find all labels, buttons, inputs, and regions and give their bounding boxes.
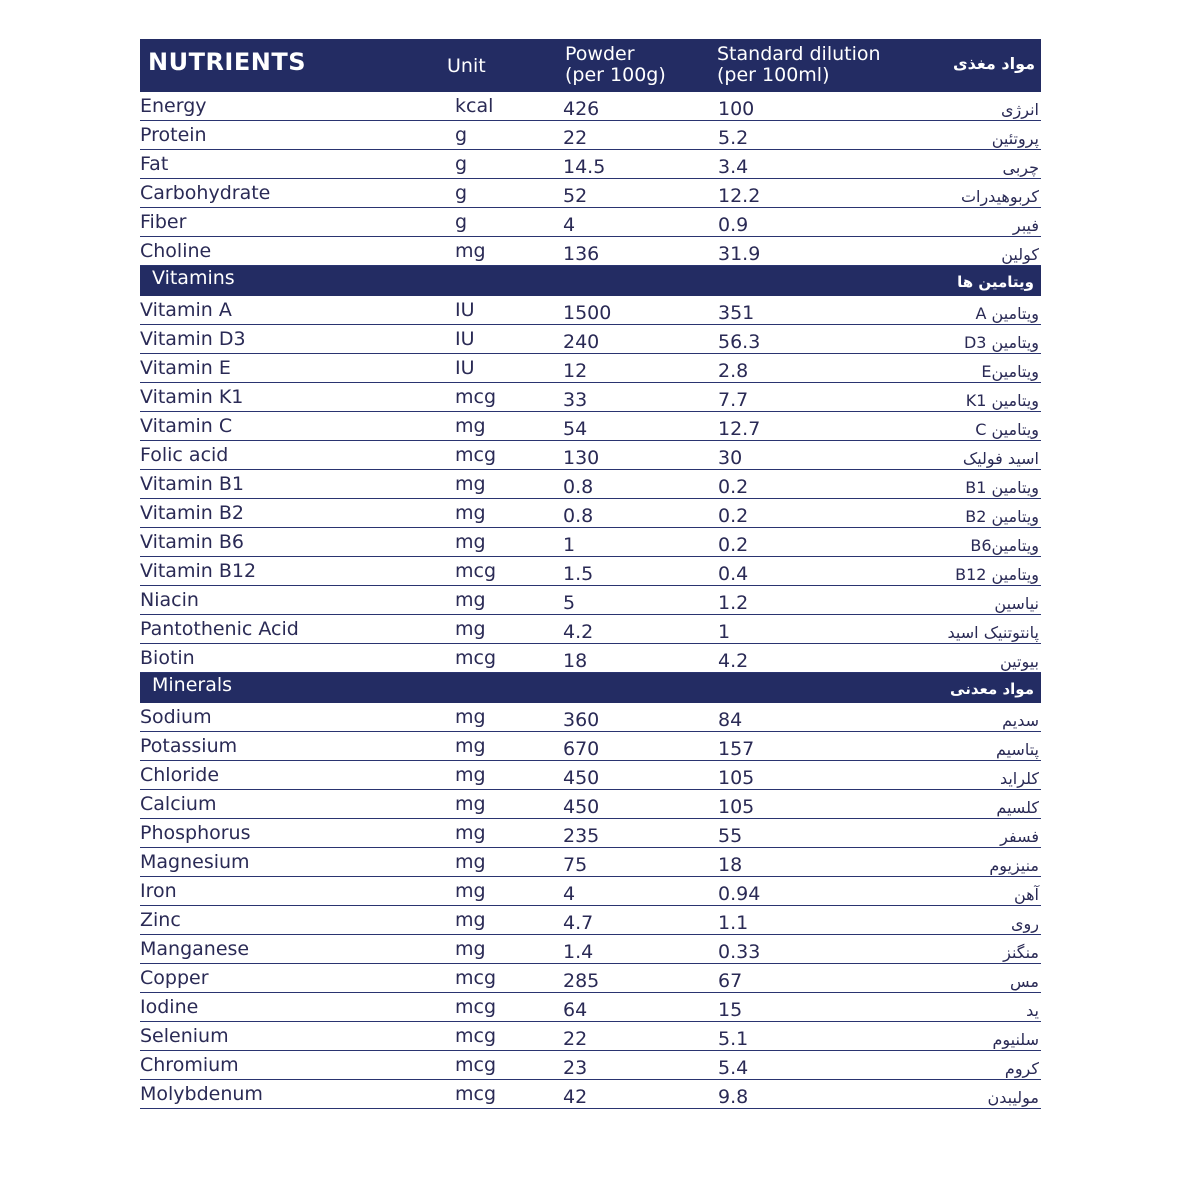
table-row: [140, 208, 1041, 237]
nutrient-name-fa: روی: [1011, 914, 1039, 933]
table-row: [140, 1080, 1041, 1109]
nutrient-name-fa: آهن: [1013, 885, 1039, 904]
powder-value: 670: [563, 738, 600, 760]
header-powder-line2: (per 100g): [565, 64, 666, 86]
powder-value: 0.8: [563, 505, 594, 527]
powder-value: 18: [563, 650, 588, 672]
dilution-value: 55: [718, 825, 743, 847]
table-row: [140, 528, 1041, 557]
nutrient-name-fa: فسفر: [1000, 827, 1039, 846]
header-powder: [565, 44, 666, 86]
nutrient-name-fa: مس: [1010, 972, 1039, 991]
nutrient-unit: mg: [455, 473, 486, 495]
table-row: [140, 848, 1041, 877]
table-row: [140, 296, 1041, 325]
dilution-value: 0.2: [718, 505, 749, 527]
nutrient-unit: mg: [455, 240, 486, 262]
table-row: [140, 906, 1041, 935]
nutrient-unit: mg: [455, 938, 486, 960]
nutrient-name-fa: کلسیم: [996, 798, 1039, 817]
dilution-value: 67: [718, 970, 743, 992]
nutrient-name-fa: مولیبدن: [987, 1088, 1039, 1107]
nutrient-name: Fiber: [140, 211, 187, 233]
table-row: [140, 993, 1041, 1022]
nutrient-name-fa: فیبر: [1012, 216, 1039, 235]
nutrient-unit: g: [455, 124, 468, 146]
powder-value: 22: [563, 127, 588, 149]
nutrient-unit: mg: [455, 764, 486, 786]
dilution-value: 5.4: [718, 1057, 749, 1079]
dilution-value: 0.94: [718, 883, 761, 905]
nutrient-unit: IU: [455, 357, 475, 379]
nutrient-name: Choline: [140, 240, 212, 262]
table-row: [140, 92, 1041, 121]
dilution-value: 5.1: [718, 1028, 749, 1050]
nutrient-unit: mcg: [455, 560, 497, 582]
table-row: [140, 644, 1041, 673]
nutrient-unit: mg: [455, 706, 486, 728]
nutrient-unit: mg: [455, 531, 486, 553]
nutrient-unit: kcal: [455, 95, 494, 117]
dilution-value: 18: [718, 854, 743, 876]
section-label-fa: مواد معدنی: [950, 680, 1034, 698]
powder-value: 23: [563, 1057, 588, 1079]
nutrient-name: Vitamin B6: [140, 531, 244, 553]
dilution-value: 7.7: [718, 389, 749, 411]
table-row: [140, 615, 1041, 644]
nutrient-unit: g: [455, 211, 468, 233]
nutrient-name: Chloride: [140, 764, 220, 786]
nutrient-name: Pantothenic Acid: [140, 618, 299, 640]
dilution-value: 12.2: [718, 185, 761, 207]
section-header-vitamins: [140, 266, 1041, 296]
section-header-minerals: [140, 673, 1041, 703]
section-label: Minerals: [152, 674, 233, 696]
nutrient-name-fa: پروتئین: [991, 129, 1039, 148]
table-row: [140, 557, 1041, 586]
powder-value: 235: [563, 825, 600, 847]
powder-value: 240: [563, 331, 600, 353]
powder-value: 64: [563, 999, 588, 1021]
header-powder-line1: Powder: [565, 43, 635, 65]
powder-value: 360: [563, 709, 600, 731]
table-row: [140, 935, 1041, 964]
nutrient-name-fa: ویتامین C: [975, 420, 1039, 439]
powder-value: 22: [563, 1028, 588, 1050]
powder-value: 12: [563, 360, 588, 382]
nutrient-unit: mg: [455, 502, 486, 524]
nutrient-name-fa: ویتامینB6: [970, 536, 1039, 555]
nutrient-name: Vitamin C: [140, 415, 233, 437]
nutrient-unit: mg: [455, 793, 486, 815]
nutrient-unit: mg: [455, 589, 486, 611]
nutrient-name: Zinc: [140, 909, 181, 931]
nutrient-name: Vitamin E: [140, 357, 231, 379]
table-row: [140, 412, 1041, 441]
dilution-value: 157: [718, 738, 755, 760]
dilution-value: 1.1: [718, 912, 749, 934]
nutrient-unit: mg: [455, 735, 486, 757]
nutrient-name: Molybdenum: [140, 1083, 263, 1105]
dilution-value: 30: [718, 447, 743, 469]
table-header: [140, 39, 1041, 92]
dilution-value: 4.2: [718, 650, 749, 672]
nutrient-name: Energy: [140, 95, 207, 117]
nutrient-name: Copper: [140, 967, 209, 989]
powder-value: 42: [563, 1086, 588, 1108]
dilution-value: 1.2: [718, 592, 749, 614]
dilution-value: 84: [718, 709, 743, 731]
header-nutrients-fa: مواد مغذی: [952, 54, 1035, 73]
nutrient-name: Magnesium: [140, 851, 250, 873]
nutrient-unit: mcg: [455, 1025, 497, 1047]
nutrient-name: Niacin: [140, 589, 199, 611]
nutrient-name: Vitamin B1: [140, 473, 244, 495]
powder-value: 450: [563, 767, 600, 789]
table-row: [140, 325, 1041, 354]
nutrient-name: Vitamin B12: [140, 560, 257, 582]
powder-value: 1500: [563, 302, 612, 324]
nutrient-unit: IU: [455, 328, 475, 350]
nutrition-table: [140, 39, 1041, 1109]
nutrient-name: Vitamin B2: [140, 502, 244, 524]
section-label: Vitamins: [152, 267, 235, 289]
powder-value: 1: [563, 534, 576, 556]
nutrient-name: Chromium: [140, 1054, 239, 1076]
powder-value: 54: [563, 418, 588, 440]
nutrient-unit: mcg: [455, 444, 497, 466]
nutrient-name: Sodium: [140, 706, 212, 728]
table-row: [140, 790, 1041, 819]
nutrient-name: Folic acid: [140, 444, 229, 466]
dilution-value: 351: [718, 302, 755, 324]
dilution-value: 12.7: [718, 418, 761, 440]
nutrient-name: Selenium: [140, 1025, 229, 1047]
table-row: [140, 761, 1041, 790]
powder-value: 5: [563, 592, 576, 614]
table-row: [140, 1051, 1041, 1080]
dilution-value: 3.4: [718, 156, 749, 178]
table-row: [140, 237, 1041, 266]
nutrient-name-fa: اسید فولیک: [962, 449, 1039, 468]
nutrient-unit: g: [455, 153, 468, 175]
dilution-value: 0.2: [718, 534, 749, 556]
nutrient-name: Phosphorus: [140, 822, 251, 844]
nutrient-name-fa: ویتامینE: [981, 362, 1039, 381]
dilution-value: 0.4: [718, 563, 749, 585]
table-row: [140, 1022, 1041, 1051]
dilution-value: 56.3: [718, 331, 761, 353]
nutrient-name-fa: ویتامین K1: [965, 391, 1039, 410]
nutrient-name: Protein: [140, 124, 207, 146]
table-row: [140, 383, 1041, 412]
nutrient-name: Calcium: [140, 793, 217, 815]
dilution-value: 0.2: [718, 476, 749, 498]
nutrient-name-fa: ویتامین A: [975, 304, 1039, 323]
nutrient-name-fa: ویتامین B12: [955, 565, 1039, 584]
header-dilution-line2: (per 100ml): [717, 64, 830, 86]
nutrient-name-fa: سدیم: [1002, 711, 1039, 730]
nutrient-unit: mcg: [455, 1083, 497, 1105]
dilution-value: 0.9: [718, 214, 749, 236]
table-row: [140, 877, 1041, 906]
nutrient-name-fa: منیزیوم: [989, 856, 1039, 875]
nutrient-name: Iron: [140, 880, 177, 902]
nutrient-unit: mcg: [455, 386, 497, 408]
nutrient-name-fa: کروم: [1004, 1059, 1039, 1078]
table-row: [140, 150, 1041, 179]
nutrient-unit: mg: [455, 880, 486, 902]
nutrient-unit: mg: [455, 618, 486, 640]
powder-value: 4: [563, 214, 576, 236]
nutrient-name-fa: چربی: [1002, 158, 1039, 177]
dilution-value: 1: [718, 621, 731, 643]
nutrient-name-fa: نیاسین: [994, 594, 1039, 613]
nutrient-name: Biotin: [140, 647, 195, 669]
nutrient-unit: g: [455, 182, 468, 204]
powder-value: 426: [563, 98, 600, 120]
powder-value: 75: [563, 854, 588, 876]
nutrient-name-fa: ید: [1026, 1001, 1039, 1020]
powder-value: 1.4: [563, 941, 594, 963]
nutrient-name-fa: ویتامین B1: [965, 478, 1039, 497]
nutrient-name-fa: پانتوتنیک اسید: [947, 623, 1039, 642]
nutrient-unit: mcg: [455, 647, 497, 669]
nutrient-unit: IU: [455, 299, 475, 321]
section-label-fa: ویتامین ها: [957, 273, 1034, 291]
nutrient-name: Vitamin D3: [140, 328, 246, 350]
powder-value: 4.7: [563, 912, 594, 934]
dilution-value: 2.8: [718, 360, 749, 382]
nutrient-name: Vitamin A: [140, 299, 232, 321]
nutrient-name-fa: ویتامین D3: [963, 333, 1039, 352]
nutrient-unit: mcg: [455, 967, 497, 989]
dilution-value: 105: [718, 767, 755, 789]
powder-value: 4.2: [563, 621, 594, 643]
dilution-value: 9.8: [718, 1086, 749, 1108]
table-row: [140, 732, 1041, 761]
nutrient-name-fa: بیوتین: [999, 652, 1039, 671]
powder-value: 285: [563, 970, 600, 992]
nutrient-name-fa: منگنز: [1003, 943, 1039, 962]
powder-value: 14.5: [563, 156, 606, 178]
nutrient-name-fa: سلنیوم: [992, 1030, 1039, 1049]
header-nutrients: NUTRIENTS: [148, 48, 306, 76]
dilution-value: 5.2: [718, 127, 749, 149]
nutrient-unit: mg: [455, 822, 486, 844]
nutrient-unit: mg: [455, 851, 486, 873]
nutrient-name-fa: کولین: [1001, 245, 1039, 264]
table-row: [140, 470, 1041, 499]
powder-value: 136: [563, 243, 600, 265]
nutrient-name: Potassium: [140, 735, 238, 757]
dilution-value: 0.33: [718, 941, 761, 963]
nutrient-name-fa: کربوهیدرات: [960, 187, 1039, 206]
powder-value: 450: [563, 796, 600, 818]
table-row: [140, 819, 1041, 848]
dilution-value: 105: [718, 796, 755, 818]
powder-value: 52: [563, 185, 588, 207]
dilution-value: 31.9: [718, 243, 761, 265]
nutrient-name: Carbohydrate: [140, 182, 271, 204]
table-row: [140, 964, 1041, 993]
table-row: [140, 354, 1041, 383]
table-row: [140, 703, 1041, 732]
nutrient-name-fa: کلراید: [999, 769, 1039, 788]
nutrient-unit: mg: [455, 415, 486, 437]
dilution-value: 15: [718, 999, 743, 1021]
powder-value: 33: [563, 389, 588, 411]
nutrient-name-fa: ویتامین B2: [965, 507, 1039, 526]
header-dilution: [717, 44, 881, 86]
dilution-value: 100: [718, 98, 755, 120]
nutrient-unit: mcg: [455, 1054, 497, 1076]
nutrient-name: Fat: [140, 153, 169, 175]
powder-value: 130: [563, 447, 600, 469]
nutrient-name: Vitamin K1: [140, 386, 244, 408]
nutrient-name-fa: انرژی: [1001, 100, 1039, 119]
powder-value: 0.8: [563, 476, 594, 498]
header-dilution-line1: Standard dilution: [717, 43, 881, 65]
table-row: [140, 499, 1041, 528]
table-row: [140, 441, 1041, 470]
table-body: [140, 92, 1041, 1109]
table-row: [140, 121, 1041, 150]
header-unit: Unit: [447, 55, 486, 77]
nutrient-name: Manganese: [140, 938, 250, 960]
nutrient-unit: mg: [455, 909, 486, 931]
nutrient-name-fa: پتاسیم: [995, 740, 1039, 759]
table-row: [140, 586, 1041, 615]
powder-value: 1.5: [563, 563, 594, 585]
nutrient-unit: mcg: [455, 996, 497, 1018]
table-row: [140, 179, 1041, 208]
powder-value: 4: [563, 883, 576, 905]
nutrient-name: Iodine: [140, 996, 199, 1018]
